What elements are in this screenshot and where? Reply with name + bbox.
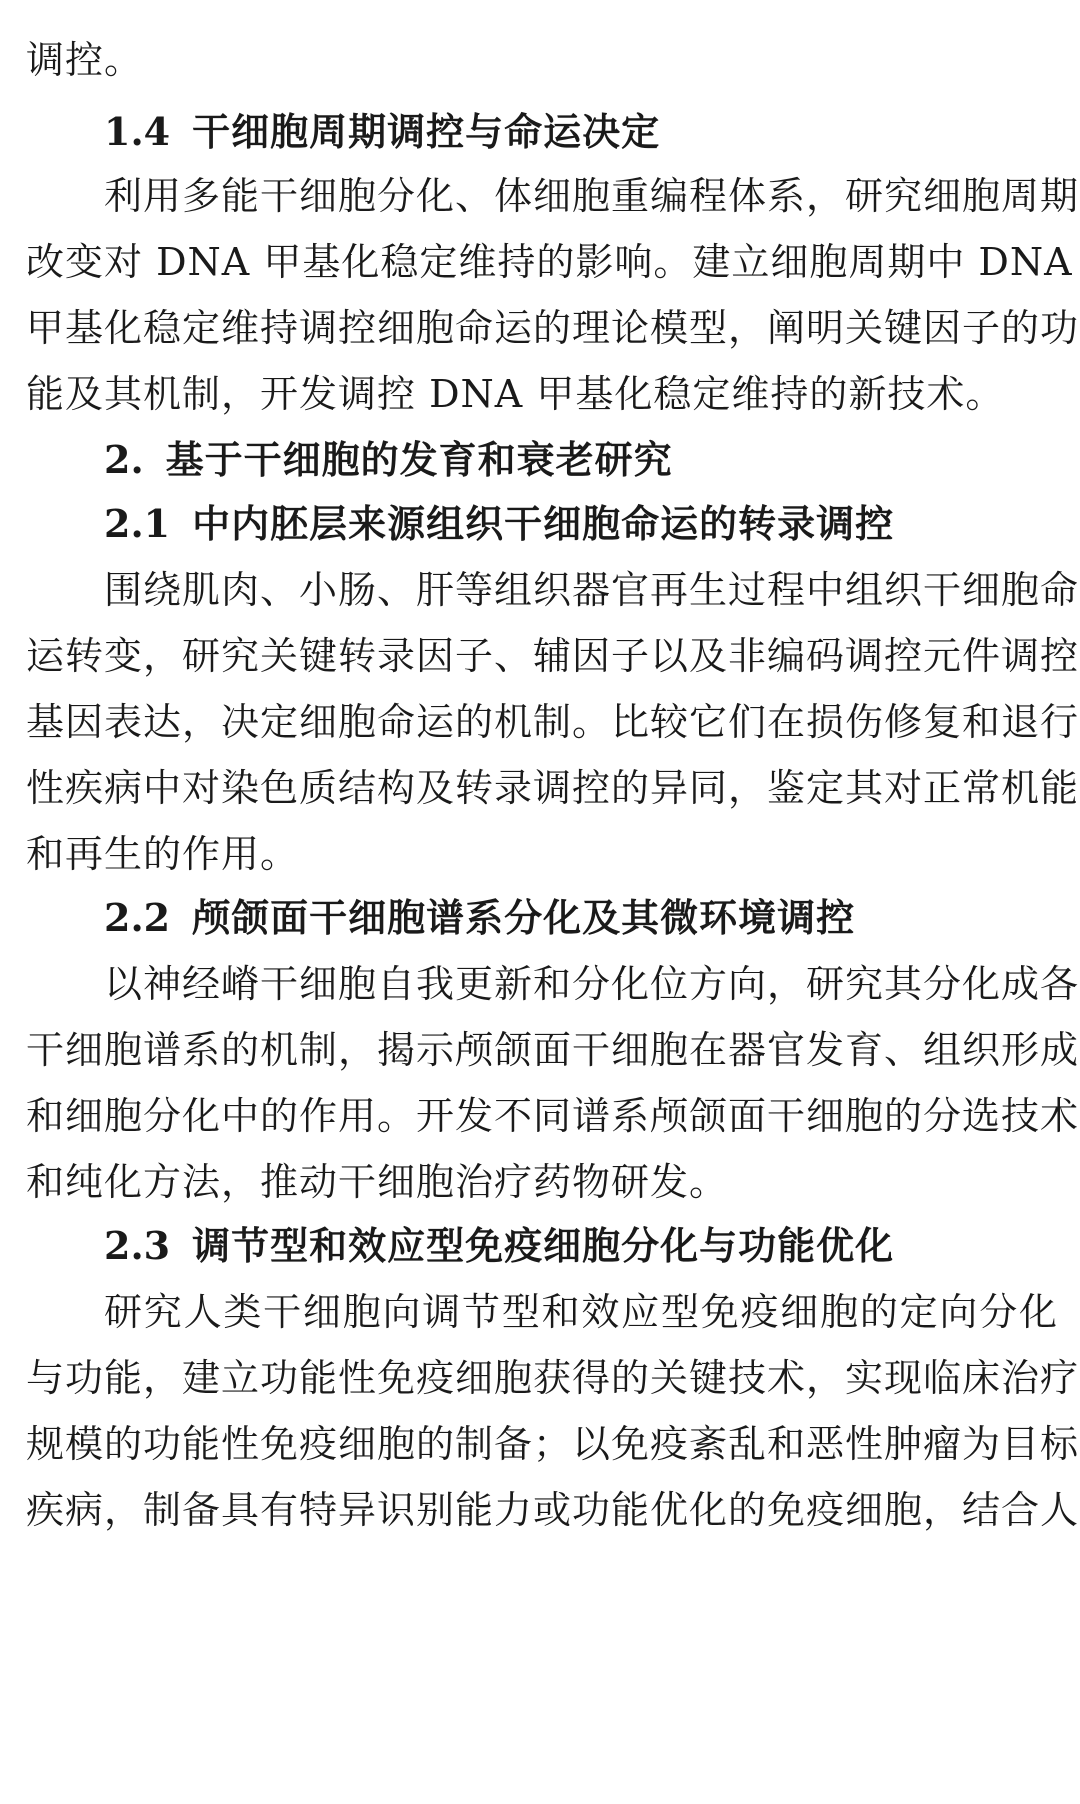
section-number: 1.4 bbox=[104, 109, 171, 154]
section-title: 干细胞周期调控与命运决定 bbox=[192, 109, 661, 154]
paragraph-line: 干细胞谱系的机制，揭示颅颌面干细胞在器官发育、组织形成 bbox=[26, 1028, 1080, 1072]
section-title: 中内胚层来源组织干细胞命运的转录调控 bbox=[192, 501, 895, 546]
paragraph-line: 利用多能干细胞分化、体细胞重编程体系，研究细胞周期 bbox=[104, 174, 1080, 218]
section-heading-2-3 bbox=[104, 1222, 894, 1270]
section-heading-2-2 bbox=[104, 894, 855, 942]
paragraph-line: 性疾病中对染色质结构及转录调控的异同，鉴定其对正常机能 bbox=[26, 766, 1080, 810]
paragraph-line: 和再生的作用。 bbox=[26, 832, 300, 876]
section-title: 基于干细胞的发育和衰老研究 bbox=[165, 437, 673, 482]
paragraph-line: 基因表达，决定细胞命运的机制。比较它们在损伤修复和退行 bbox=[26, 700, 1080, 744]
paragraph-line: 改变对 DNA 甲基化稳定维持的影响。建立细胞周期中 DNA bbox=[26, 240, 1073, 284]
paragraph-line: 能及其机制，开发调控 DNA 甲基化稳定维持的新技术。 bbox=[26, 372, 1005, 416]
paragraph-line: 以神经嵴干细胞自我更新和分化位方向，研究其分化成各 bbox=[104, 962, 1080, 1006]
paragraph-line: 运转变，研究关键转录因子、辅因子以及非编码调控元件调控 bbox=[26, 634, 1080, 678]
section-heading-2 bbox=[104, 436, 673, 484]
section-number: 2. bbox=[104, 437, 144, 482]
section-number: 2.2 bbox=[104, 895, 171, 940]
section-title: 调节型和效应型免疫细胞分化与功能优化 bbox=[192, 1223, 895, 1268]
section-title: 颅颌面干细胞谱系分化及其微环境调控 bbox=[192, 895, 856, 940]
paragraph-line: 调控。 bbox=[26, 38, 144, 82]
section-heading-2-1 bbox=[104, 500, 894, 548]
section-heading-1-4 bbox=[104, 108, 660, 156]
paragraph-line: 围绕肌肉、小肠、肝等组织器官再生过程中组织干细胞命 bbox=[104, 568, 1080, 612]
paragraph-line: 和细胞分化中的作用。开发不同谱系颅颌面干细胞的分选技术 bbox=[26, 1094, 1080, 1138]
paragraph-line: 疾病，制备具有特异识别能力或功能优化的免疫细胞，结合人 bbox=[26, 1488, 1080, 1532]
paragraph-line: 甲基化稳定维持调控细胞命运的理论模型，阐明关键因子的功 bbox=[26, 306, 1080, 350]
section-number: 2.3 bbox=[104, 1223, 171, 1268]
section-number: 2.1 bbox=[104, 501, 171, 546]
paragraph-line: 研究人类干细胞向调节型和效应型免疫细胞的定向分化 bbox=[104, 1290, 1058, 1334]
paragraph-line: 和纯化方法，推动干细胞治疗药物研发。 bbox=[26, 1160, 729, 1204]
paragraph-line: 规模的功能性免疫细胞的制备；以免疫紊乱和恶性肿瘤为目标 bbox=[26, 1422, 1080, 1466]
paragraph-line: 与功能，建立功能性免疫细胞获得的关键技术，实现临床治疗 bbox=[26, 1356, 1080, 1400]
